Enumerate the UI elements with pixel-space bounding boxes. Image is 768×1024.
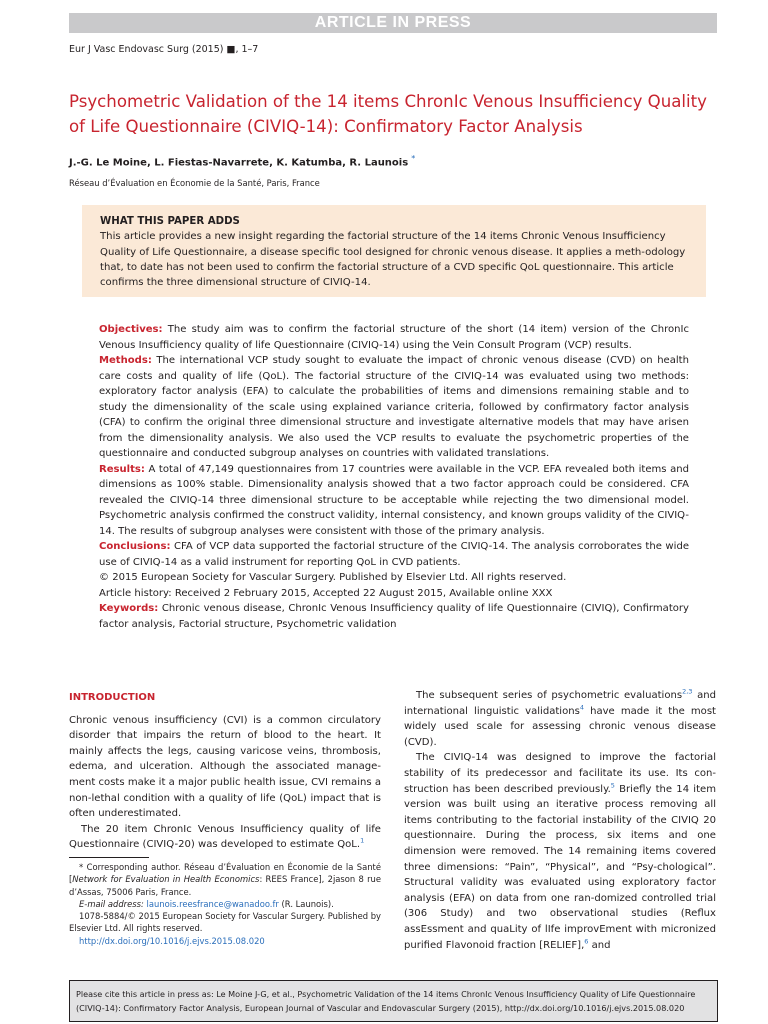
right-p2-text-a: The CIVIQ-14 was designed to improve the factorial stability of its predecessor and facilitate its use. Its con-struction has been described previously.	[404, 752, 716, 795]
abstract-objectives	[99, 322, 689, 353]
abstract-conclusions	[99, 539, 689, 570]
corresponding-author-link[interactable]: *	[411, 154, 416, 163]
objectives-label: Objectives:	[99, 324, 163, 335]
article-history: Article history: Received 2 February 2015, Accepted 22 August 2015, Available online XXX	[99, 587, 553, 599]
left-column	[69, 688, 381, 853]
results-text: A total of 47,149 questionnaires from 17 countries were available in the VCP. EFA revealed both items and dimensions as 100% stable. Dimensionality analysis showed that a two factor approach could be considered. CFA revealed the CIVIQ-14 three dimensional structure to be acceptable while rejecting the two dimensional model. Psychometric analysis confirmed the construct validity, internal consistency, and known groups validity of the CIVIQ-14. The results of subgroup analyses were consistent with those of the primary analysis.	[99, 463, 689, 537]
methods-text: The international VCP study sought to evaluate the impact of chronic venous disease (CVD) on health care costs and quality of life (QoL). The factorial structure of the CIVIQ-14 was evaluated using two methods: exploratory factor analysis (EFA) to calculate the probabilities of items and dimensions remaining stable and to study the dimensionality of the scale using explained variance criteria, followed by confirmatory factor analysis (CFA) to confirm the original three dimensional structure and investigate alternative models that may have arisen from the dimensionality analysis. We also used the VCP results to evaluate the psychometric properties of the questionnaire and conducted subgroup analyses on countries with validated translations.	[99, 355, 689, 459]
what-this-paper-adds-heading: WHAT THIS PAPER ADDS	[100, 216, 240, 227]
network-name: Network for Evaluation in Health Economics	[72, 874, 260, 885]
intro-paragraph-1: Chronic venous insufficiency (CVI) is a common circulatory disorder that impairs the return of blood to the heart. It mainly affects the legs, causing varicose veins, thrombosis, edema, and ulceration. Although the associated manage-ment costs make it a major public health issue, CVI remains a non-lethal condition with a quality of life (QoL) impact that is often underestimated.	[69, 714, 381, 820]
abstract-results	[99, 462, 689, 540]
article-in-press-banner: ARTICLE IN PRESS	[69, 13, 717, 33]
email-suffix: (R. Launois).	[281, 898, 334, 909]
methods-label: Methods:	[99, 355, 152, 366]
footnotes	[69, 861, 381, 947]
journal-citation: Eur J Vasc Endovasc Surg (2015) ■, 1–7	[69, 44, 259, 55]
conclusions-label: Conclusions:	[99, 541, 171, 552]
reference-link[interactable]: 1	[360, 837, 365, 845]
abstract-methods	[99, 353, 689, 462]
corresponding-text: * Corresponding author. Réseau d’Évaluation en Économie de la Santé [	[69, 862, 381, 885]
right-p2-text-b: Briefly the 14 item version was built using an iterative process removing all items contributing to the factorial instability of the CIVIQ 20 questionnaire. During the process, six items and one dimension were removed. The 14 remaining items covered three dimensions: “Pain”, “Physical”, and “Psy-chological”. Structural validity was evaluated using exploratory factor analysis (EFA) on data from one ran-domized controlled trial (306 Study) and two observational studies (Reflux assEssment and quaLity of lIfe improvEment with micronized purified Flavonoid fraction [RELIEF],	[404, 783, 716, 951]
right-p1-text-a: The subsequent series of psychometric evaluations	[416, 690, 683, 701]
doi-link[interactable]: http://dx.doi.org/10.1016/j.ejvs.2015.08.020	[79, 935, 265, 946]
footnote-divider	[69, 857, 149, 858]
doi-note	[69, 935, 381, 947]
abstract-keywords	[99, 601, 689, 632]
authors-text: J.-G. Le Moine, L. Fiestas-Navarrete, K. Katumba, R. Launois	[69, 157, 409, 169]
right-p2-text-c: and	[588, 939, 611, 951]
reference-link[interactable]: 2,3	[682, 687, 693, 696]
corresponding-author-note	[69, 861, 381, 898]
affiliation: Réseau d’Évaluation en Économie de la Santé, Paris, France	[69, 178, 320, 188]
intro-paragraph-2	[69, 822, 381, 853]
right-column	[404, 688, 716, 953]
reference-link[interactable]: 5	[610, 781, 615, 790]
right-p1-text-c: have made it the most widely used scale for assessing chronic venous disease (CVD).	[404, 705, 716, 748]
email-label: E-mail address:	[79, 898, 144, 909]
what-this-paper-adds-body: This article provides a new insight regarding the factorial structure of the 14 items Chronic Venous Insufficiency Quality of Life Questionnaire, a disease specific tool designed for chronic venous disease. It applies a meth-odology that, to date has not been used to confirm the factorial structure of a CVD specific QoL questionnaire. This article confirms the three dimensional structure of CIVIQ-14.	[100, 231, 686, 289]
conclusions-text: CFA of VCP data supported the factorial structure of the CIVIQ-14. The analysis corroborates the wide use of CIVIQ-14 as a valid instrument for reporting QoL in CVD patients.	[99, 541, 689, 568]
objectives-text: The study aim was to confirm the factorial structure of the short (14 item) version of the ChronIc Venous Insufficiency quality of life Questionnaire (CIVIQ-14) using the Vein Consult Program (VCP) results.	[99, 324, 689, 351]
author-list	[69, 154, 415, 168]
intro-p2-text: The 20 item ChronIc Venous Insufficiency quality of life Questionnaire (CIVIQ-20) was developed to estimate QoL.	[69, 823, 381, 851]
introduction-heading: INTRODUCTION	[69, 692, 156, 703]
reference-link[interactable]: 6	[584, 937, 589, 946]
abstract	[99, 322, 689, 632]
results-label: Results:	[99, 463, 145, 475]
issn-note: 1078-5884/© 2015 European Society for Vascular Surgery. Published by Elsevier Ltd. All rights reserved.	[69, 911, 381, 934]
keywords-label: Keywords:	[99, 603, 159, 614]
reference-link[interactable]: 4	[579, 703, 584, 712]
address-text: : REES France], 2jason 8 rue d’Assas, 75006 Paris, France.	[69, 874, 381, 897]
abstract-copyright: © 2015 European Society for Vascular Surgery. Published by Elsevier Ltd. All rights reserved.	[99, 572, 567, 583]
citation-box: Please cite this article in press as: Le Moine J-G, et al., Psychometric Validation of the 14 items ChronIc Venous Insufficiency Quality of Life Questionnaire (CIVIQ-14): Confirmatory Factor Analysis, European Journal of Vascular and Endovascular Surgery (2015), http://dx.doi.org/10.1016/j.ejvs.2015.08.020	[69, 980, 718, 1022]
email-link[interactable]: launois.reesfrance@wanadoo.fr	[146, 898, 279, 909]
article-title: Psychometric Validation of the 14 items ChronIc Venous Insufficiency Quality of Life Questionnaire (CIVIQ-14): Confirmatory Factor Analysis	[69, 92, 707, 136]
what-this-paper-adds-box	[82, 205, 706, 297]
right-paragraph-2	[404, 750, 716, 953]
right-paragraph-1	[404, 688, 716, 750]
keywords-text: Chronic venous disease, ChronIc Venous Insufficiency quality of life Questionnaire (CIVIQ), Confirmatory factor analysis, Factorial structure, Psychometric validation	[99, 603, 689, 630]
right-p1-text-b: and international linguistic validations	[404, 690, 716, 717]
email-note	[69, 898, 381, 910]
